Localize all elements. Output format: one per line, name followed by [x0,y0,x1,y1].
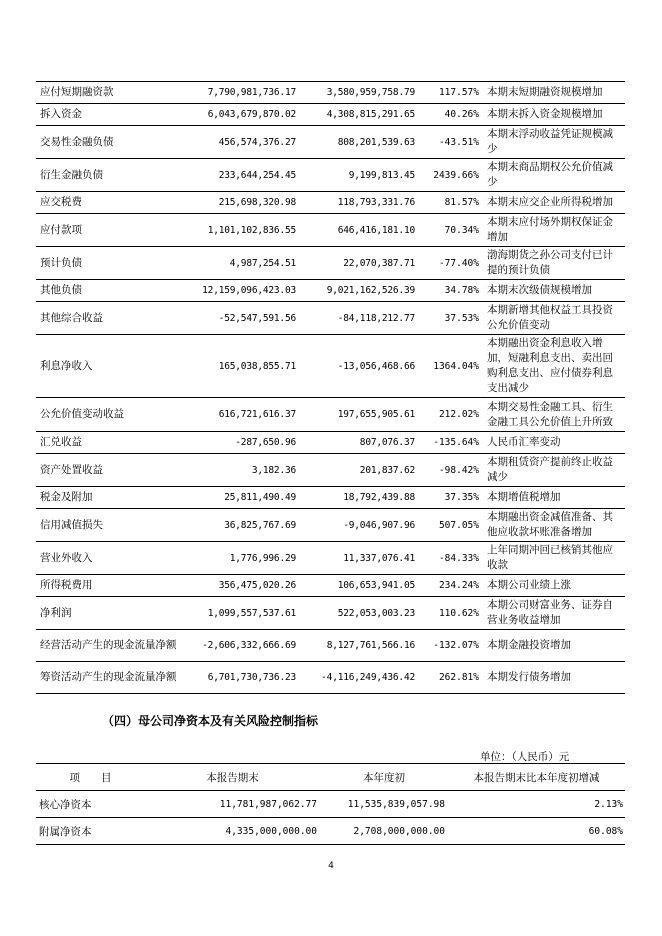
row-change-reason: 本期末应付场外期权保证金增加 [483,214,625,247]
row-prior-period: 646,416,181.10 [299,214,418,247]
row-change-percent: 212.02% [418,398,483,432]
row-current-period: 215,698,320.98 [181,192,299,214]
table-row [36,214,625,247]
table-row [36,509,625,542]
row-item: 其他负债 [36,280,181,302]
row-prior-period: 118,793,331.76 [299,192,418,214]
row-change-reason: 本期公司财富业务、证券自营业务收益增加 [483,597,625,630]
row-item: 公允价值变动收益 [36,398,181,432]
row-current-period: 1,101,102,836.55 [181,214,299,247]
row-current-period: -2,606,332,666.69 [181,630,299,662]
header-item: 项 目 [36,764,145,791]
row-prior-period: 22,070,387.71 [299,247,418,280]
row-item: 应交税费 [36,192,181,214]
table-row [36,487,625,509]
row-current-period: 233,644,254.45 [181,159,299,192]
balance-change-table [36,81,625,694]
row-item: 信用减值损失 [36,509,181,542]
row-item: 应付款项 [36,214,181,247]
table-row [36,126,625,159]
row-item: 预计负债 [36,247,181,280]
row-change-percent: 34.78% [418,280,483,302]
row-change-reason: 本期金融投资增加 [483,630,625,662]
row-prior-period: 18,792,439.88 [299,487,418,509]
row-current-period: 36,825,767.69 [181,509,299,542]
table-row [36,159,625,192]
row-prior-period: -84,118,212.77 [299,302,418,335]
row-item: 应付短期融资款 [36,82,181,104]
row-period-end: 11,781,987,062.77 [145,791,320,818]
row-change-percent: -132.07% [418,630,483,662]
row-current-period: 165,038,855.71 [181,335,299,398]
row-change-percent: 234.24% [418,575,483,597]
row-prior-period: -9,046,907.96 [299,509,418,542]
row-change-percent: 117.57% [418,82,483,104]
row-item: 汇兑收益 [36,432,181,454]
unit-label: 单位：（人民币）元 [480,751,570,763]
table-row [36,597,625,630]
row-prior-period: 807,076.37 [299,432,418,454]
section-heading: （四）母公司净资本及有关风险控制指标 [102,714,319,728]
row-change-percent: 262.81% [418,662,483,694]
row-current-period: 616,721,616.37 [181,398,299,432]
row-change-reason: 本期末应交企业所得税增加 [483,192,625,214]
header-year-begin: 本年度初 [320,764,448,791]
row-change-reason: 本期末次级债规模增加 [483,280,625,302]
table-row [36,280,625,302]
row-current-period: 4,987,254.51 [181,247,299,280]
row-current-period: 1,776,996.29 [181,542,299,575]
row-change-percent: 37.35% [418,487,483,509]
row-change-reason: 本期租赁资产提前终止收益减少 [483,454,625,487]
row-item: 衍生金融负债 [36,159,181,192]
row-item: 其他综合收益 [36,302,181,335]
row-change-percent: 70.34% [418,214,483,247]
row-change-percent: 40.26% [418,104,483,126]
row-item: 附属净资本 [36,818,145,845]
net-capital-table [36,763,625,845]
table-row [36,575,625,597]
row-year-begin: 11,535,839,057.98 [320,791,448,818]
row-change: 2.13% [448,791,625,818]
row-prior-period: 11,337,076.41 [299,542,418,575]
row-current-period: 356,475,020.26 [181,575,299,597]
row-change-reason: 本期交易性金融工具、衍生金融工具公允价值上升所致 [483,398,625,432]
table-row [36,630,625,662]
row-period-end: 4,335,000,000.00 [145,818,320,845]
row-item: 资产处置收益 [36,454,181,487]
row-change-reason: 本期末浮动收益凭证规模减少 [483,126,625,159]
row-current-period: -52,547,591.56 [181,302,299,335]
table-row [36,454,625,487]
row-item: 净利润 [36,597,181,630]
row-current-period: 3,182.36 [181,454,299,487]
row-current-period: 7,790,981,736.17 [181,82,299,104]
row-change-percent: 37.53% [418,302,483,335]
row-change-percent: 2439.66% [418,159,483,192]
header-period-end: 本报告期末 [145,764,320,791]
row-item: 拆入资金 [36,104,181,126]
row-change-percent: 1364.04% [418,335,483,398]
header-change: 本报告期末比本年度初增减 [448,764,625,791]
row-prior-period: 808,201,539.63 [299,126,418,159]
row-change-reason: 本期融出资金减值准备、其他应收款坏账准备增加 [483,509,625,542]
row-change-reason: 本期发行债务增加 [483,662,625,694]
table-row [36,104,625,126]
row-change-percent: 507.05% [418,509,483,542]
page-number: 4 [328,861,334,871]
table-row [36,818,625,845]
row-change-reason: 渤海期货之孙公司支付已计提的预计负债 [483,247,625,280]
table-row [36,791,625,818]
row-current-period: -287,650.96 [181,432,299,454]
row-prior-period: 106,653,941.05 [299,575,418,597]
row-change: 60.08% [448,818,625,845]
row-change-percent: -135.64% [418,432,483,454]
row-prior-period: 8,127,761,566.16 [299,630,418,662]
table-row [36,335,625,398]
table-row [36,247,625,280]
row-prior-period: 201,837.62 [299,454,418,487]
row-item: 筹资活动产生的现金流量净额 [36,662,181,694]
row-item: 经营活动产生的现金流量净额 [36,630,181,662]
row-prior-period: 9,021,162,526.39 [299,280,418,302]
row-item: 所得税费用 [36,575,181,597]
row-current-period: 6,701,730,736.23 [181,662,299,694]
row-prior-period: 4,308,815,291.65 [299,104,418,126]
row-change-reason: 本期末商品期权公允价值减少 [483,159,625,192]
row-change-reason: 本期末拆入资金规模增加 [483,104,625,126]
row-current-period: 6,043,679,870.02 [181,104,299,126]
row-prior-period: -13,056,468.66 [299,335,418,398]
table-row [36,192,625,214]
row-current-period: 12,159,096,423.03 [181,280,299,302]
row-change-percent: -77.40% [418,247,483,280]
table-row [36,542,625,575]
row-prior-period: 9,199,813.45 [299,159,418,192]
table-row [36,662,625,694]
row-year-begin: 2,708,000,000.00 [320,818,448,845]
table-row [36,302,625,335]
row-prior-period: 3,580,959,758.79 [299,82,418,104]
row-prior-period: 522,053,003.23 [299,597,418,630]
row-item: 税金及附加 [36,487,181,509]
row-current-period: 1,099,557,537.61 [181,597,299,630]
row-item: 交易性金融负债 [36,126,181,159]
row-item: 核心净资本 [36,791,145,818]
row-change-reason: 本期公司业绩上涨 [483,575,625,597]
balance-change-table-body [36,82,625,694]
row-item: 营业外收入 [36,542,181,575]
row-change-reason: 本期增值税增加 [483,487,625,509]
row-change-reason: 上年同期冲回已核销其他应收款 [483,542,625,575]
row-change-reason: 人民币汇率变动 [483,432,625,454]
row-change-percent: 110.62% [418,597,483,630]
net-capital-header-row [36,764,625,791]
row-change-reason: 本期末短期融资规模增加 [483,82,625,104]
row-change-percent: 81.57% [418,192,483,214]
table-row [36,398,625,432]
row-change-reason: 本期融出资金利息收入增加，短融利息支出、卖出回购利息支出、应付债券利息支出减少 [483,335,625,398]
row-item: 利息净收入 [36,335,181,398]
row-current-period: 456,574,376.27 [181,126,299,159]
row-change-percent: -84.33% [418,542,483,575]
row-prior-period: 197,655,905.61 [299,398,418,432]
row-change-percent: -98.42% [418,454,483,487]
row-change-reason: 本期新增其他权益工具投资公允价值变动 [483,302,625,335]
table-row [36,82,625,104]
row-change-percent: -43.51% [418,126,483,159]
table-row [36,432,625,454]
row-prior-period: -4,116,249,436.42 [299,662,418,694]
row-current-period: 25,811,490.49 [181,487,299,509]
